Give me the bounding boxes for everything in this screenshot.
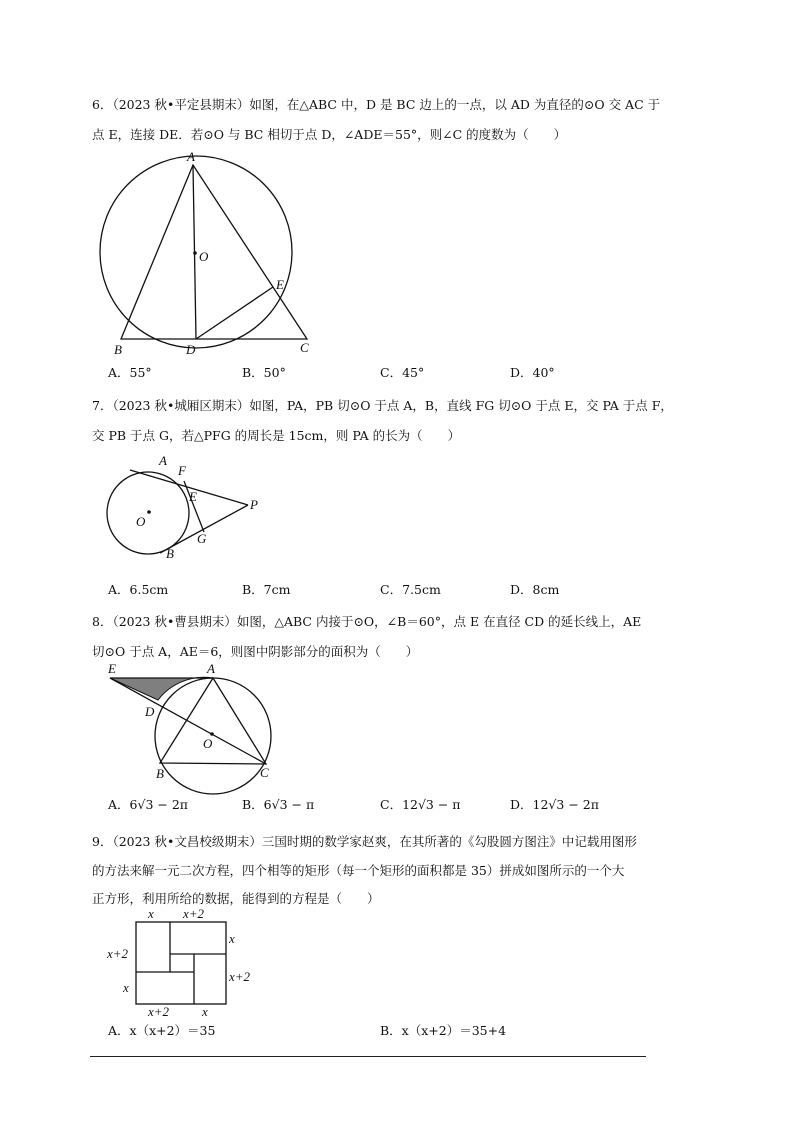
q6-option-b[interactable]: B．50° bbox=[242, 365, 286, 380]
q7-label-f: F bbox=[178, 463, 186, 478]
q6-line-2: 点 E，连接 DE．若⊙O 与 BC 相切于点 D，∠ADE＝55°，则∠C 的度数为（ ） bbox=[92, 127, 567, 142]
q8-option-d[interactable]: D．12√3 − 2π bbox=[510, 797, 599, 812]
q7-option-d[interactable]: D．8cm bbox=[510, 582, 560, 597]
footer-divider bbox=[90, 1056, 646, 1057]
q7-line-2: 交 PB 于点 G，若△PFG 的周长是 15cm，则 PA 的长为（ ） bbox=[92, 428, 461, 443]
q6-line-1: 6．（2023 秋•平定县期末）如图，在△ABC 中，D 是 BC 边上的一点，以 AD 为直径的⊙O 交 AC 于 bbox=[92, 97, 661, 112]
q7-option-b[interactable]: B．7cm bbox=[242, 582, 291, 597]
q9-label-top-x: x bbox=[148, 906, 154, 921]
q9-label-bottom-x: x bbox=[202, 1004, 208, 1019]
q8-option-a[interactable]: A．6√3 − 2π bbox=[108, 797, 188, 812]
q6-option-d[interactable]: D．40° bbox=[510, 365, 555, 380]
q9-label-top-x2: x+2 bbox=[183, 906, 205, 921]
q7-option-c[interactable]: C．7.5cm bbox=[380, 582, 441, 597]
q6-figure bbox=[100, 145, 330, 360]
q6-center-dot bbox=[193, 251, 197, 255]
q7-label-a: A bbox=[159, 453, 167, 468]
q8-line-1: 8．（2023 秋•曹县期末）如图，△ABC 内接于⊙O，∠B＝60°，点 E 在直径 CD 的延长线上，AE bbox=[92, 614, 642, 629]
q6-triangle-abc bbox=[121, 165, 307, 339]
q6-label-b: B bbox=[114, 342, 122, 357]
q8-label-d: D bbox=[145, 704, 155, 719]
q6-label-c: C bbox=[300, 340, 309, 355]
q8-label-e: E bbox=[108, 661, 116, 676]
q9-label-right-x: x bbox=[229, 931, 235, 946]
q6-label-a: A bbox=[187, 149, 195, 164]
q8-option-c[interactable]: C．12√3 − π bbox=[380, 797, 461, 812]
q8-line-2: 切⊙O 于点 A，AE＝6，则图中阴影部分的面积为（ ） bbox=[92, 644, 419, 659]
q8-option-b[interactable]: B．6√3 − π bbox=[242, 797, 315, 812]
q9-label-left-x2: x+2 bbox=[107, 946, 129, 961]
q8-segment-ec bbox=[110, 678, 266, 764]
q8-figure bbox=[100, 660, 290, 785]
q6-segment-de bbox=[196, 287, 273, 339]
q7-line-1: 7．（2023 秋•城厢区期末）如图，PA，PB 切⊙O 于点 A，B，直线 FG 切⊙O 于点 E，交 PA 于点 F， bbox=[92, 398, 673, 413]
q6-label-d: D bbox=[186, 342, 196, 357]
q9-line-3: 正方形，利用所给的数据，能得到的方程是（ ） bbox=[92, 891, 380, 906]
q7-option-a[interactable]: A．6.5cm bbox=[108, 582, 169, 597]
q8-label-a: A bbox=[207, 661, 215, 676]
q7-label-o: O bbox=[136, 514, 146, 529]
q9-label-right-x2: x+2 bbox=[229, 969, 251, 984]
q7-label-e: E bbox=[189, 489, 197, 504]
q9-line-2: 的方法来解一元二次方程，四个相等的矩形（每一个矩形的面积都是 35）拼成如图所示的一个大 bbox=[92, 863, 625, 878]
q6-option-a[interactable]: A．55° bbox=[108, 365, 152, 380]
q9-option-a[interactable]: A．x（x+2）＝35 bbox=[108, 1023, 216, 1038]
q9-label-left-x: x bbox=[123, 980, 129, 995]
q8-label-b: B bbox=[156, 766, 164, 781]
q8-circle bbox=[155, 678, 271, 794]
q7-figure bbox=[100, 450, 270, 565]
q9-line-1: 9．（2023 秋•文昌校级期末）三国时期的数学家赵爽，在其所著的《勾股圆方图注》中记载用图形 bbox=[92, 834, 637, 849]
q9-label-bottom-x2: x+2 bbox=[148, 1004, 170, 1019]
q7-label-g: G bbox=[197, 531, 207, 546]
q6-label-e: E bbox=[276, 277, 284, 292]
q7-center-dot bbox=[147, 510, 151, 514]
q9-figure bbox=[105, 906, 265, 1018]
q9-outer-square bbox=[136, 922, 226, 1004]
q7-label-p: P bbox=[250, 497, 258, 512]
q8-label-o: O bbox=[203, 736, 213, 751]
q8-label-c: C bbox=[260, 765, 269, 780]
q6-option-c[interactable]: C．45° bbox=[380, 365, 425, 380]
q9-option-b[interactable]: B．x（x+2）＝35+4 bbox=[380, 1023, 507, 1038]
q7-label-b: B bbox=[166, 546, 174, 561]
q6-label-o: O bbox=[199, 249, 209, 264]
